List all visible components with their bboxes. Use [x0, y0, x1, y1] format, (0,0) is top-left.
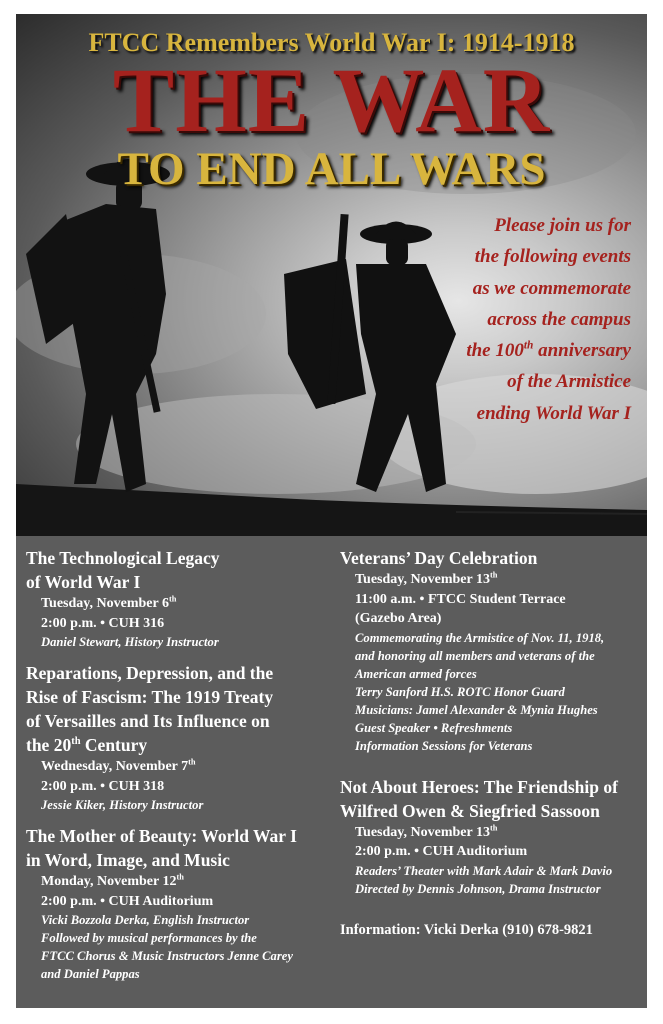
event-title: of Versailles and Its Influence on [26, 711, 270, 731]
event-title: Reparations, Depression, and the [26, 663, 274, 683]
event-detail: Musicians: Jamel Alexander & Mynia Hughes [355, 702, 598, 717]
event-detail: Information Sessions for Veterans [355, 738, 533, 753]
event-title: Rise of Fascism: The 1919 Treaty [26, 687, 274, 707]
event-time-place: 2:00 p.m. • CUH 318 [41, 778, 165, 794]
event-block [340, 546, 645, 755]
event-block [340, 775, 645, 898]
event-date: Wednesday, November 7th [41, 757, 196, 774]
event-detail: Guest Speaker • Refreshments [355, 720, 513, 735]
event-time-place: 2:00 p.m. • CUH Auditorium [41, 893, 214, 909]
event-place-detail: (Gazebo Area) [355, 611, 442, 626]
event-time-place: 2:00 p.m. • CUH Auditorium [355, 844, 528, 859]
contact-info: Information: Vicki Derka (910) 678-9821 [340, 921, 593, 938]
poster [16, 14, 647, 1008]
invite-line: as we commemorate [472, 277, 631, 299]
event-detail: Terry Sanford H.S. ROTC Honor Guard [355, 684, 565, 699]
event-detail: and honoring all members and veterans of the [355, 648, 595, 663]
event-title: in Word, Image, and Music [26, 850, 230, 870]
event-date: Tuesday, November 6th [41, 594, 177, 611]
event-detail: FTCC Chorus & Music Instructors Jenne Carey [41, 949, 293, 963]
events-left-column [26, 546, 331, 983]
event-title: Not About Heroes: The Friendship of [340, 776, 618, 797]
event-title: The Technological Legacy [26, 548, 220, 568]
event-title: Veterans’ Day Celebration [340, 548, 538, 568]
event-detail: Followed by musical performances by the [41, 931, 257, 945]
poster-title: THE WAR [112, 49, 551, 151]
event-block [26, 546, 331, 651]
invite-line: Please join us for [494, 215, 631, 236]
event-block [26, 824, 331, 983]
invitation-text [466, 210, 631, 429]
invite-line: the following events [474, 246, 631, 268]
event-speaker: Jessie Kiker, History Instructor [41, 798, 204, 812]
event-title: Wilfred Owen & Siegfried Sassoon [340, 800, 600, 821]
event-block [26, 661, 331, 814]
event-time-place: 11:00 a.m. • FTCC Student Terrace [355, 591, 566, 607]
hero-image [16, 14, 647, 536]
invite-line: across the campus [487, 308, 631, 330]
event-detail: Commemorating the Armistice of Nov. 11, 1918, [355, 630, 605, 645]
event-detail: and Daniel Pappas [41, 967, 140, 981]
event-speaker: Daniel Stewart, History Instructor [41, 635, 219, 649]
event-series-heading: FTCC Remembers World War I: 1914-1918 [88, 28, 575, 57]
event-date: Tuesday, November 13th [355, 570, 498, 587]
event-title: The Mother of Beauty: World War I [26, 826, 297, 846]
event-detail: Readers’ Theater with Mark Adair & Mark Davio [355, 863, 613, 878]
event-detail: Directed by Dennis Johnson, Drama Instructor [355, 881, 601, 896]
event-date: Monday, November 12th [41, 872, 184, 889]
invite-line: of the Armistice [507, 371, 631, 393]
poster-subtitle: TO END ALL WARS [117, 143, 546, 195]
event-detail: American armed forces [355, 666, 477, 681]
event-date: Tuesday, November 13th [355, 822, 498, 840]
invite-anniversary-line: the 100th anniversary [466, 339, 631, 362]
events-right-column [340, 546, 645, 940]
event-title: the 20th Century [26, 735, 148, 755]
event-time-place: 2:00 p.m. • CUH 316 [41, 615, 165, 631]
invite-line: ending World War I [476, 402, 631, 424]
event-detail: Vicki Bozzola Derka, English Instructor [41, 913, 250, 927]
event-title: of World War I [26, 572, 141, 592]
